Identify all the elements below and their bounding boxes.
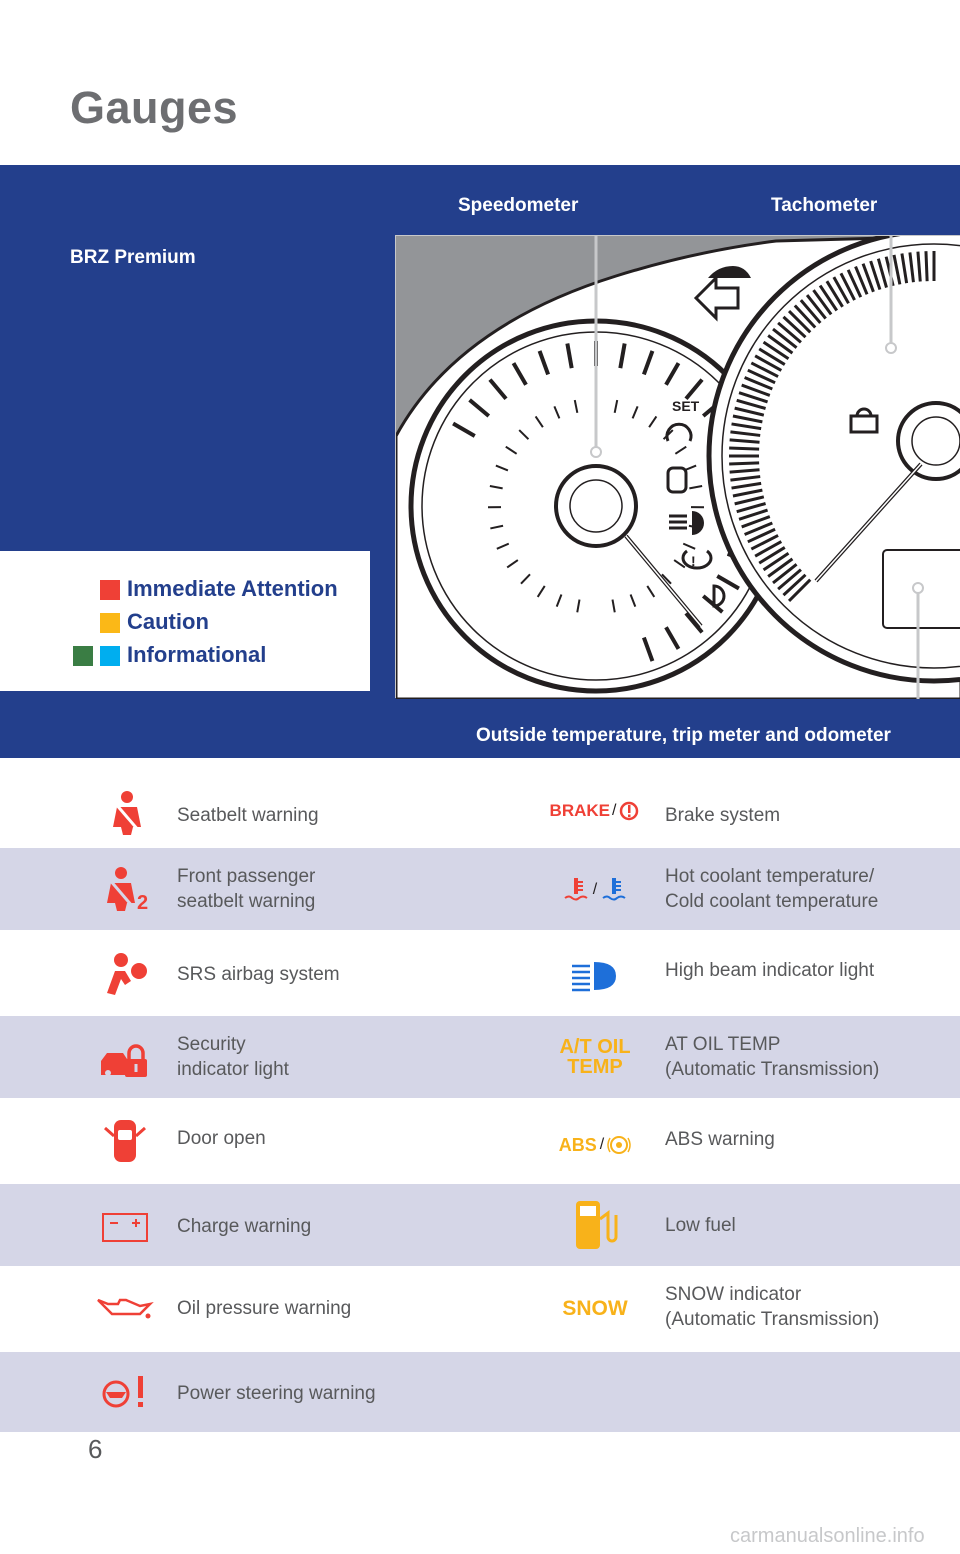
indicator-label: Brake system (665, 805, 781, 826)
legend-swatch-red (100, 580, 120, 600)
indicator-label: SNOW indicator (Automatic Transmission) (665, 1284, 880, 1330)
brake-text: BRAKE (549, 801, 610, 820)
brake-icon: BRAKE / (540, 796, 650, 826)
gauge-tick (926, 251, 927, 281)
table-row (0, 1098, 960, 1184)
door-open-icon (95, 1114, 155, 1168)
indicator-label: Power steering warning (177, 1383, 376, 1404)
at-oil-temp-icon: A/T OIL TEMP (559, 1036, 631, 1078)
indicator-label: ABS warning (665, 1129, 775, 1150)
battery-icon (95, 1204, 155, 1248)
passenger-seatbelt-icon (95, 864, 155, 914)
indicator-label: Front passenger seatbelt warning (177, 866, 316, 912)
legend-swatch-amber (100, 613, 120, 633)
abs-icon: ABS / (540, 1130, 650, 1160)
indicator-label: Oil pressure warning (177, 1298, 352, 1319)
legend-swatch-blue (100, 646, 120, 666)
snow-text: SNOW (562, 1297, 628, 1320)
set-label: SET (672, 398, 700, 414)
seatbelt-icon (95, 788, 155, 838)
table-row (0, 848, 960, 930)
legend-label: Caution (127, 609, 209, 634)
footer-watermark: carmanualsonline.info (730, 1525, 925, 1547)
indicator-table (0, 768, 960, 1432)
severity-legend (0, 551, 370, 691)
table-row (0, 930, 960, 1016)
indicator-label: AT OIL TEMP (Automatic Transmission) (665, 1034, 880, 1080)
speedometer-callout: Speedometer (458, 195, 579, 216)
hot-coolant-icon (563, 876, 589, 904)
steering-icon (95, 1370, 155, 1414)
svg-text:2: 2 (137, 892, 149, 913)
security-icon (95, 1034, 155, 1084)
indicator-label: Low fuel (665, 1215, 736, 1236)
table-row (0, 1016, 960, 1098)
indicator-label: Charge warning (177, 1216, 312, 1237)
indicator-label: Hot coolant temperature/ Cold coolant temperature (665, 866, 879, 912)
snow-icon (540, 1294, 650, 1324)
abs-circle-icon (607, 1133, 631, 1157)
instrument-cluster-illustration (395, 235, 960, 698)
fuel-icon (540, 1196, 650, 1254)
legend-caution (0, 607, 370, 637)
cluster-drawing (396, 236, 960, 699)
legend-informational (0, 640, 370, 670)
indicator-label: Security indicator light (177, 1034, 289, 1080)
page-title: Gauges (70, 82, 239, 133)
high-beam-icon (540, 958, 650, 994)
gauge-cluster-panel (0, 165, 960, 758)
svg-text:!: ! (691, 553, 696, 569)
table-row (0, 768, 960, 848)
indicator-label: SRS airbag system (177, 964, 340, 985)
indicator-label: Door open (177, 1128, 266, 1149)
airbag-icon (95, 950, 155, 1000)
abs-text: ABS (558, 1134, 597, 1155)
legend-label: Informational (127, 642, 267, 667)
indicator-label: Seatbelt warning (177, 805, 319, 826)
tachometer-callout: Tachometer (771, 195, 878, 216)
legend-label: Immediate Attention (127, 576, 338, 601)
table-row (0, 1184, 960, 1266)
legend-immediate (0, 574, 370, 604)
indicator-label: High beam indicator light (665, 960, 875, 981)
oil-can-icon (95, 1290, 155, 1324)
model-label: BRZ Premium (70, 247, 196, 268)
coolant-temperature-icon: / (540, 874, 650, 906)
gauge-tick (729, 463, 759, 464)
table-row (0, 1266, 960, 1352)
table-row (0, 1352, 960, 1432)
gauge-tick (729, 448, 759, 449)
cold-coolant-icon (601, 876, 627, 904)
odometer-callout: Outside temperature, trip meter and odometer (476, 725, 891, 746)
page-number: 6 (88, 1434, 103, 1464)
legend-swatch-green (73, 646, 93, 666)
